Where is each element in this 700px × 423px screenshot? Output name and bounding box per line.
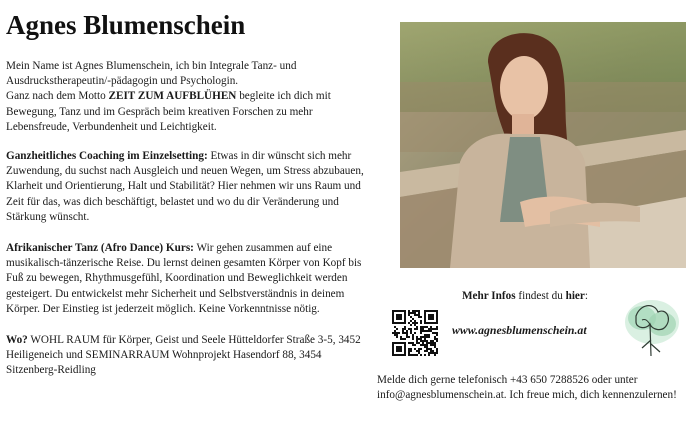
intro-line-1: Mein Name ist Agnes Blumenschein, ich bin Integrale Tanz- und Ausdruckstherapeutin/-pädagogin und Psychologin. bbox=[6, 60, 297, 88]
where-text: WOHL RAUM für Körper, Geist und Seele Hütteldorfer Straße 3-5, 3452 Heiligeneich und SEMINARRAUM Wohnprojekt Hasendorf 88, 3454 Sitzenberg-Reidling bbox=[6, 334, 361, 377]
intro-paragraph: Mein Name ist Agnes Blumenschein, ich bin Integrale Tanz- und Ausdruckstherapeutin/-pädagogin und Psychologin. Ganz nach dem Motto ZEIT ZUM AUFBLÜHEN begleite ich dich mit Bewegung, Tanz und im Gespräch beim kreativen Forschen zu mehr Lebensfreude, Verbundenheit und Leichtigkeit. bbox=[6, 60, 331, 133]
contact-text: Melde dich gerne telefonisch +43 650 7288526 oder unter info@agnesblumenschein.at. Ich freue mich, dich kennenzulernen! bbox=[377, 374, 677, 402]
tree-logo bbox=[622, 296, 682, 362]
here-link[interactable]: hier bbox=[565, 290, 585, 302]
where-heading: Wo? bbox=[6, 334, 28, 347]
portrait-photo bbox=[400, 22, 686, 268]
left-column bbox=[6, 59, 368, 393]
coaching-heading: Ganzheitliches Coaching im Einzelsetting: bbox=[6, 150, 208, 163]
where-paragraph bbox=[6, 333, 368, 379]
page-title: Agnes Blumenschein bbox=[6, 10, 246, 40]
coaching-paragraph bbox=[6, 149, 368, 225]
coaching-text: Etwas in dir wünscht sich mehr Zuwendung, du suchst nach Ausgleich und neuen Wegen, um Stress abzubauen, Klarheit und Orientierung, Halt und Stabilität? Hier nehmen wir uns Raum und Zeit für das, was dich beschäftigt, belastet und wo du dir Veränderung und Stärkung wünscht. bbox=[6, 150, 364, 223]
qr-code[interactable] bbox=[392, 310, 438, 356]
dance-paragraph bbox=[6, 241, 368, 317]
dance-text: Wir gehen zusammen auf eine musikalisch-tänzerische Reise. Du lernst deinen gesamten Körper von Kopf bis Fuß zu bewegen, Rhythmusgefühl, Koordination und Beweglichkeit werden gesteigert. Du entwickelst mehr Sicherheit und Selbstverständnis in deinem Körper. Der Einstieg ist jederzeit möglich. Keine Vorkenntnisse nötig. bbox=[6, 242, 362, 315]
dance-heading: Afrikanischer Tanz (Afro Dance) Kurs: bbox=[6, 242, 194, 255]
more-info-line: Mehr Infos findest du hier: bbox=[462, 290, 588, 302]
motto: ZEIT ZUM AUFBLÜHEN bbox=[108, 90, 237, 103]
website-link[interactable]: www.agnesblumenschein.at bbox=[452, 323, 587, 337]
